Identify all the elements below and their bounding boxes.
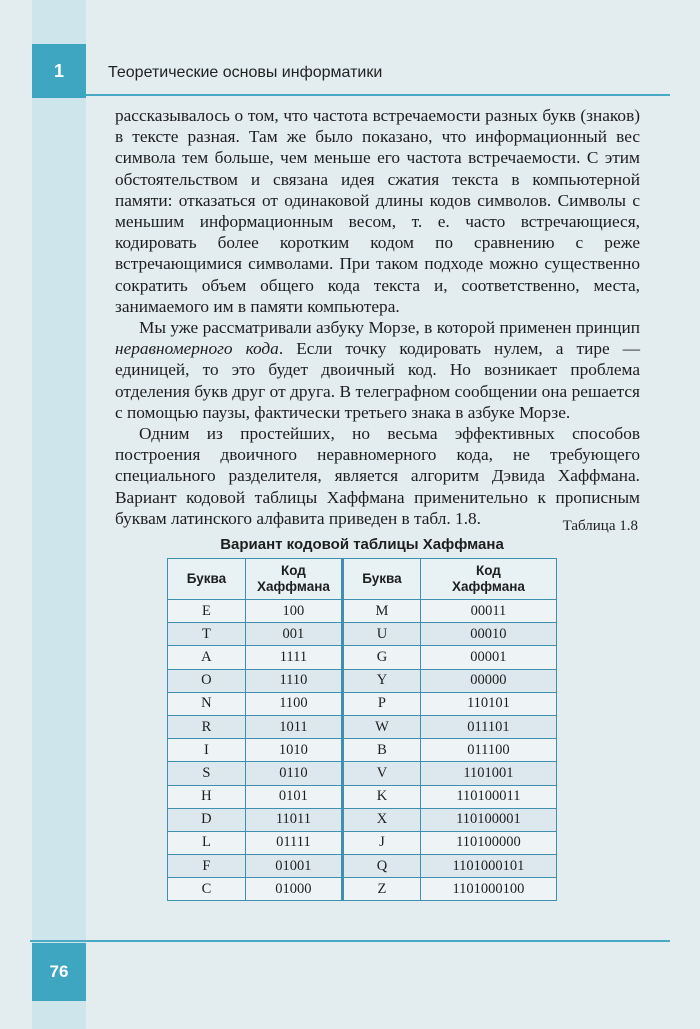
letter-cell: Q [343,855,421,878]
paragraph-3: Одним из простейших, но весьма эффективных способов построения двоичного неравномерного кода, не требующего специального разделителя, является алгоритм Дэвида Хаффмана. Вариант кодовой таблицы Хаффмана применительно к прописным буквам латинского алфавита приведен в табл. 1.8. [115,424,640,528]
paragraph-2-start: Мы уже рассматривали азбуку Морзе, в которой применен принцип [139,318,640,338]
paragraph-2-end: . Если точку кодировать нулем, а тире — единицей, то это будет двоичный код. Но возникает проблема отделения букв друг от друга. В телеграфном сообщении она решается с помощью паузы, фактически третьего знака в азбуке Морзе. [115,339,640,422]
letter-cell: W [343,715,421,738]
table-row [168,669,557,692]
code-cell: 00001 [420,646,556,669]
code-cell: 1101000101 [420,855,556,878]
letter-cell: E [168,600,246,623]
code-cell: 01000 [245,878,342,901]
code-cell: 0101 [245,785,342,808]
code-cell: 110100011 [420,785,556,808]
code-cell: 1010 [245,739,342,762]
header-code-line1: Код [280,563,306,578]
letter-cell: V [343,762,421,785]
table-row [168,623,557,646]
code-cell: 00000 [420,669,556,692]
letter-cell: T [168,623,246,646]
code-cell: 1011 [245,715,342,738]
footer-divider [30,940,670,942]
table-row [168,785,557,808]
code-cell: 1101000100 [420,878,556,901]
table-row [168,855,557,878]
table-row [168,739,557,762]
code-cell: 1111 [245,646,342,669]
page-number: 76 [32,943,86,1001]
header-letter: Буква [168,559,246,600]
header-code-line2: Хаффмана [256,579,330,594]
header-code-2 [420,559,556,600]
letter-cell: N [168,692,246,715]
code-cell: 110101 [420,692,556,715]
letter-cell: M [343,600,421,623]
code-cell: 011101 [420,715,556,738]
letter-cell: I [168,739,246,762]
paragraph-1: рассказывалось о том, что частота встречаемости разных букв (знаков) в тексте разная. Там же было показано, что информационный вес символа тем больше, чем меньше его частота встречаемости. С этим обстоятельством и связана идея сжатия текста в компьютерной памяти: отказаться от одинаковой длины кодов символов. Символы с меньшим информационным весом, т. е. часто встречающиеся, кодировать более коротким кодом по сравнению с реже встречающимися символами. При таком подходе можно существенно сократить объем общего кода текста и, соответственно, места, занимаемого им в памяти компьютера. [115,106,640,316]
header-divider [86,94,670,96]
code-cell: 00011 [420,600,556,623]
header-letter-2: Буква [343,559,421,600]
letter-cell: G [343,646,421,669]
letter-cell: H [168,785,246,808]
table-row [168,762,557,785]
table-row [168,878,557,901]
code-cell: 01111 [245,831,342,854]
code-cell: 1110 [245,669,342,692]
letter-cell: A [168,646,246,669]
code-cell: 11011 [245,808,342,831]
header-code2-line1: Код [475,563,501,578]
code-cell: 1100 [245,692,342,715]
letter-cell: C [168,878,246,901]
body-text [115,105,640,529]
letter-cell: R [168,715,246,738]
letter-cell: L [168,831,246,854]
table-label: Таблица 1.8 [562,518,638,534]
letter-cell: J [343,831,421,854]
term-uneven-code: неравномерного кода [115,339,279,359]
code-cell: 011100 [420,739,556,762]
letter-cell: P [343,692,421,715]
code-cell: 001 [245,623,342,646]
table-row [168,692,557,715]
letter-cell: U [343,623,421,646]
letter-cell: K [343,785,421,808]
letter-cell: B [343,739,421,762]
code-cell: 0110 [245,762,342,785]
letter-cell: O [168,669,246,692]
letter-cell: S [168,762,246,785]
header-code [245,559,342,600]
running-header-title: Теоретические основы информатики [108,64,383,81]
huffman-code-table [167,558,557,901]
table-header-row [168,559,557,600]
code-cell: 00010 [420,623,556,646]
table-row [168,600,557,623]
table-row [168,646,557,669]
letter-cell: F [168,855,246,878]
table-row [168,831,557,854]
code-cell: 1101001 [420,762,556,785]
code-cell: 01001 [245,855,342,878]
table-title: Вариант кодовой таблицы Хаффмана [220,536,504,553]
letter-cell: Z [343,878,421,901]
letter-cell: D [168,808,246,831]
letter-cell: X [343,808,421,831]
table-row [168,715,557,738]
letter-cell: Y [343,669,421,692]
side-margin-strip [32,0,86,1029]
table-row [168,808,557,831]
code-cell: 100 [245,600,342,623]
paragraph-2 [115,317,640,423]
chapter-number-tab: 1 [32,44,86,98]
header-code2-line2: Хаффмана [451,579,525,594]
code-cell: 110100001 [420,808,556,831]
code-cell: 110100000 [420,831,556,854]
